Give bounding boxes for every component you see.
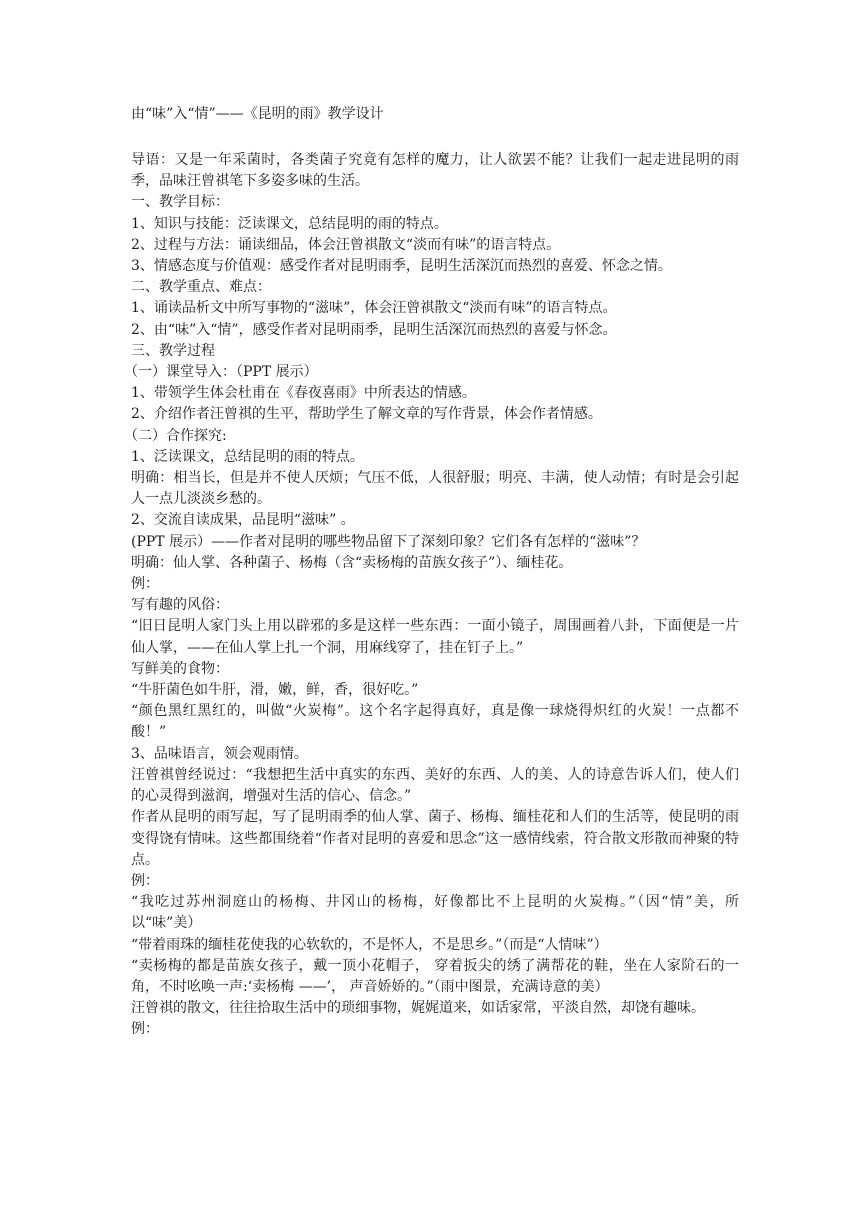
list-item: 2、介绍作者汪曾祺的生平，帮助学生了解文章的写作背景，体会作者情感。 [131,406,602,423]
body-paragraph: 作者从昆明的雨写起，写了昆明雨季的仙人掌、菌子、杨梅、缅桂花和人们的生活等，使昆明的雨变得饶有情味。这些都围绕着“作者对昆明的喜爱和思念”这一感情线索，符合散文形散而神聚的特点。 [131,809,739,868]
example-subheading: 写鲜美的食物： [131,660,229,677]
quote-paragraph: “牛肝菌色如牛肝，滑，嫩，鲜，香，很好吃。” [131,682,419,699]
quote-paragraph: “我吃过苏州洞庭山的杨梅、井冈山的杨梅，好像都比不上昆明的火炭梅。”（因“情”美，所以“味”美） [131,894,739,932]
list-item: 1、知识与技能：泛读课文，总结昆明的雨的特点。 [131,215,448,232]
example-label: 例： [131,1021,159,1038]
example-label: 例： [131,576,159,593]
quote-paragraph: “颜色黑红黑红的，叫做“火炭梅”。这个名字起得真好，真是像一球烧得炽红的火炭！一点都不酸！” [131,703,739,741]
list-item: 2、由“味”入“情”，感受作者对昆明雨季，昆明生活深沉而热烈的喜爱与怀念。 [131,321,617,338]
prompt-paragraph: (PPT 展示）——作者对昆明的哪些物品留下了深刻印象？它们各有怎样的“滋味”？ [131,533,646,550]
list-item: 1、诵读品析文中所写事物的“滋味”，体会汪曾祺散文“淡而有味”的语言特点。 [131,300,617,317]
quote-paragraph: “卖杨梅的都是苗族女孩子，戴一顶小花帽子， 穿着扳尖的绣了满帮花的鞋，坐在人家阶石的一角，不时吆唤一声:‘卖杨梅 ——’， 声音娇娇的。”（雨中图景，充满诗意的美） [131,957,739,995]
section-heading: 二、教学重点、难点： [131,279,271,296]
intro-paragraph: 导语：又是一年采菌时，各类菌子究竟有怎样的魔力，让人欲罢不能？让我们一起走进昆明的雨季，品味汪曾祺笔下多姿多味的生活。 [131,152,739,190]
list-item: 2、交流自读成果，品昆明“滋味” 。 [131,512,355,529]
list-item: 2、过程与方法：诵读细品，体会汪曾祺散文“淡而有味”的语言特点。 [131,236,561,253]
example-subheading: 写有趣的风俗： [131,597,229,614]
answer-paragraph: 明确：相当长，但是并不使人厌烦；气压不低，人很舒服；明亮、丰满，使人动情；有时是会引起人一点儿淡淡乡愁的。 [131,470,739,508]
list-item: 1、泛读课文，总结昆明的雨的特点。 [131,448,364,465]
document-body [124,150,739,1041]
body-paragraph: 汪曾祺的散文，往往拾取生活中的琐细事物，娓娓道来，如话家常，平淡自然，却饶有趣味。 [131,1000,705,1017]
section-heading: 一、教学目标： [131,194,229,211]
section-heading: 三、教学过程 [131,342,215,359]
answer-paragraph: 明确：仙人掌、各种菌子、杨梅（含“卖杨梅的苗族女孩子”）、缅桂花。 [131,554,573,571]
subsection-heading: （二）合作探究: [124,427,227,444]
quote-paragraph: “带着雨珠的缅桂花使我的心软软的，不是怀人，不是思乡。”（而是“人情味”） [131,936,608,953]
subsection-heading: （一）课堂导入：（PPT 展示） [124,364,318,381]
document-title: 由“味”入“情”——《昆明的雨》教学设计 [131,106,384,122]
quote-paragraph: 汪曾祺曾经说过：“我想把生活中真实的东西、美好的东西、人的美、人的诗意告诉人们，使人们的心灵得到滋润，增强对生活的信心、信念。” [131,766,739,805]
list-item: 3、情感态度与价值观：感受作者对昆明雨季，昆明生活深沉而热烈的喜爱、怀念之情。 [131,258,672,275]
quote-paragraph: “旧日昆明人家门头上用以辟邪的多是这样一些东西：一面小镜子，周围画着八卦，下面便是一片仙人掌，——在仙人掌上扎一个洞，用麻线穿了，挂在钉子上。” [131,618,739,656]
list-item: 1、带领学生体会杜甫在《春夜喜雨》中所表达的情感。 [131,385,476,402]
list-item: 3、品味语言，领会观雨情。 [131,745,308,762]
example-label: 例： [131,872,159,889]
